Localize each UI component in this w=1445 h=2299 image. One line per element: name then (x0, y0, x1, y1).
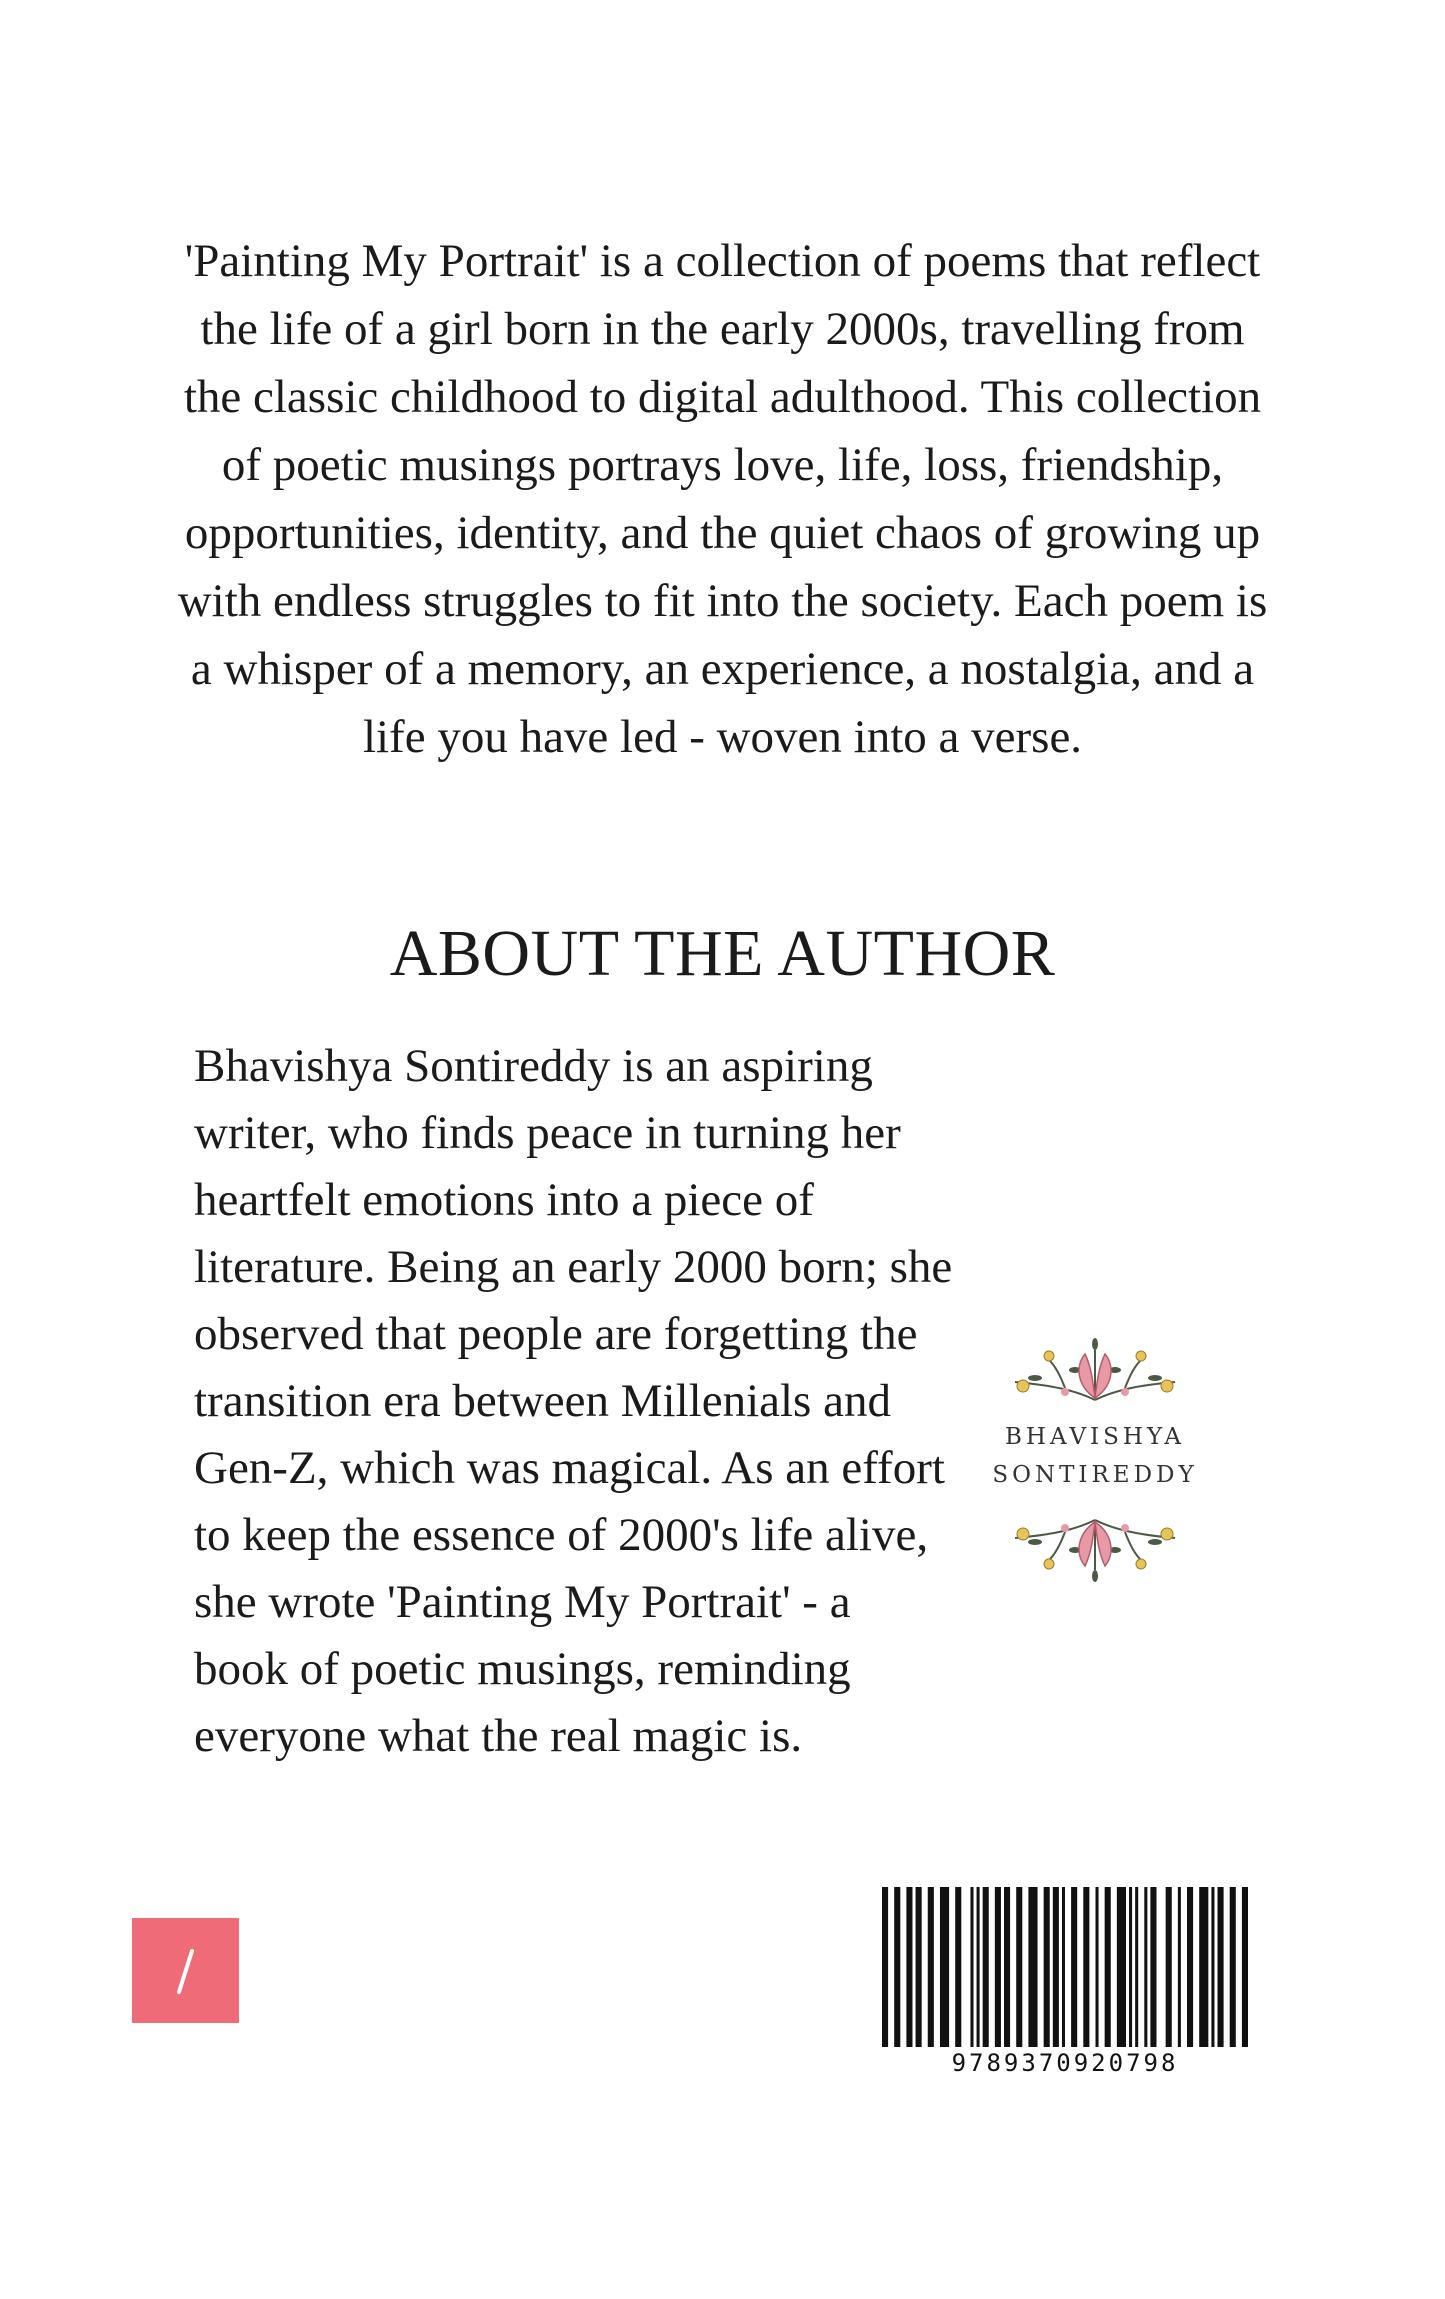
barcode-bar (882, 1887, 888, 2047)
barcode-bar (1230, 1887, 1236, 2047)
barcode-bar (995, 1887, 1001, 2047)
barcode-bar (1053, 1887, 1059, 2047)
barcode-bar (1062, 1887, 1065, 2047)
barcode-bar (1117, 1887, 1126, 2047)
barcode-bar (1187, 1887, 1193, 2047)
slash-logo-icon (132, 1918, 239, 2023)
barcode-bar (1166, 1887, 1172, 2047)
barcode-bar (1199, 1887, 1208, 2047)
barcode-bar (1129, 1887, 1132, 2047)
barcode-bar (983, 1887, 989, 2047)
barcode-bar (1135, 1887, 1138, 2047)
barcode-bar (1028, 1887, 1037, 2047)
barcode-bars (880, 1887, 1250, 2047)
publisher-logo (132, 1918, 239, 2023)
barcode-bar (1150, 1887, 1156, 2047)
barcode-bar (906, 1887, 912, 2047)
barcode-bar (977, 1887, 980, 2047)
barcode-bar (1096, 1887, 1099, 2047)
barcode-bar (970, 1887, 973, 2047)
barcode-bar (1242, 1887, 1248, 2047)
author-logo-first-name: BHAVISHYA (1005, 1424, 1185, 1450)
isbn-number: 9789370920798 (951, 2049, 1179, 2077)
barcode-bar (1105, 1887, 1111, 2047)
author-bio: Bhavishya Sontireddy is an aspiring writer, who finds peace in turning her heartfelt emotions into a piece of literature. Being an early 2000 born; she observed that people are forgetting the transition era between Millenials and Gen-Z, which was magical. As an effort to keep the essence of 2000's life alive, she wrote 'Painting My Portrait' - a book of poetic musings, reminding everyone what the real magic is. (194, 1040, 953, 1762)
book-blurb: 'Painting My Portrait' is a collection of poems that reflect the life of a girl born in the early 2000s, travelling from the classic childhood to digital adulthood. This collection of poetic musings portrays love, life, loss, friendship, opportunities, identity, and the quiet chaos of growing up with endless struggles to fit into the society. Each poem is a whisper of a memory, an experience, a nostalgia, and a life you have led - woven into a verse. (177, 235, 1268, 763)
barcode-bar (916, 1887, 922, 2047)
barcode-bar (1211, 1887, 1214, 2047)
floral-flourish-icon (1005, 1330, 1185, 1410)
isbn-barcode (880, 1887, 1250, 2082)
barcode-bar (1071, 1887, 1077, 2047)
barcode-bar (1218, 1887, 1224, 2047)
barcode-bar (1144, 1887, 1147, 2047)
barcode-bar (928, 1887, 934, 2047)
barcode-bar (955, 1887, 961, 2047)
barcode-bar (1083, 1887, 1089, 2047)
author-logo-last-name: SONTIREDDY (992, 1462, 1198, 1488)
barcode-bar (894, 1887, 900, 2047)
barcode-bar (1004, 1887, 1010, 2047)
barcode-bar (940, 1887, 949, 2047)
barcode-bar (1016, 1887, 1022, 2047)
floral-flourish-icon (1005, 1510, 1185, 1590)
about-author-heading: ABOUT THE AUTHOR (389, 917, 1056, 990)
barcode-bar (1044, 1887, 1050, 2047)
barcode-bar (1178, 1887, 1181, 2047)
author-logo (965, 1330, 1225, 1600)
